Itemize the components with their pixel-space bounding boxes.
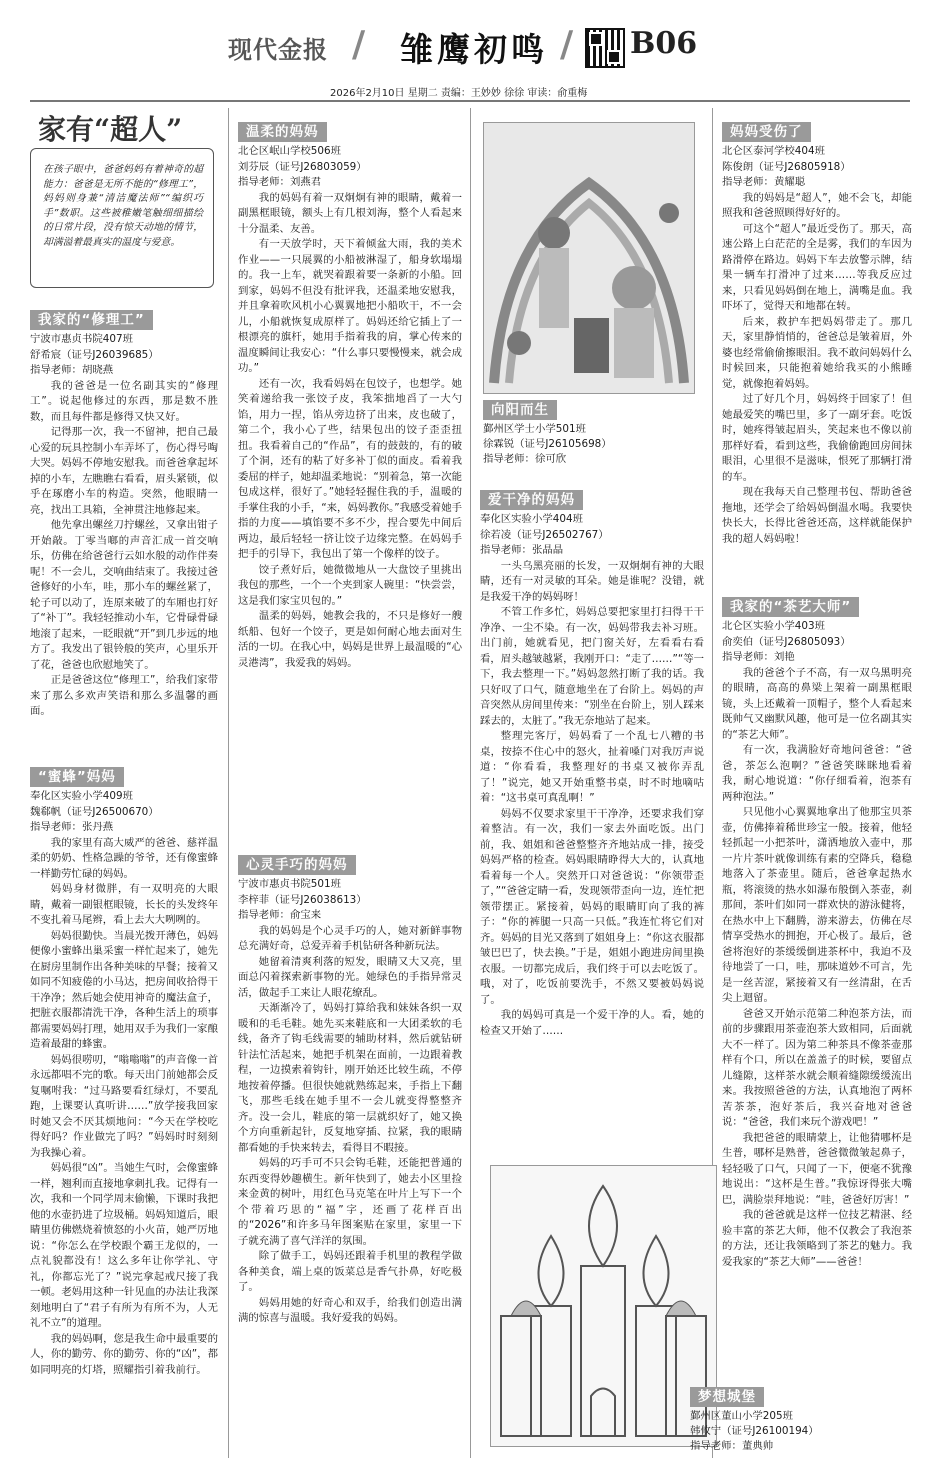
artwork-school: 鄞州区董山小学205班 [690,1410,793,1422]
article-paragraph: 过了好几个月，妈妈终于回家了！但她最爱笑的嘴巴里，多了一副牙套。吃饭时，她疼得皱起眉头，笑起来也不像以前那样好看，看到这些，我偷偷跑回房间抹眼泪，心里很不是滋味，恨死了那辆打滑的车。 [722,393,912,483]
article-school: 宁波市惠贞书院407班 [30,333,133,345]
article-tea-master [722,595,912,1458]
article-paragraph: 妈妈用她的好奇心和双手，给我们创造出满满的惊喜与温暖。我好爱我的妈妈。 [238,1296,462,1324]
article-paragraph: 我的爸爸是一位名副其实的“修理工”。说起他修过的东西，那是数不胜数，而且每件都是修得又快又好。 [30,379,218,423]
article-paragraph: 妈妈身材微胖，有一双明亮的大眼睛，戴着一副银框眼镜，长长的头发终年不变扎着马尾辫，看上去大大咧咧的。 [30,883,218,926]
page-number: B06 [630,26,698,61]
masthead-brand: 现代金报 [228,35,328,64]
artwork-title: 向阳而生 [483,400,557,420]
article-teacher: 指导老师：刘艳 [722,651,795,663]
masthead-divider: / [352,24,366,65]
article-mom-injured [722,120,912,590]
article-title: 妈妈受伤了 [722,122,811,142]
article-author: 魏郗帆（证号J26500670） [30,805,159,818]
article-title: 我家的“修理工” [30,310,153,330]
column-divider [470,108,471,1458]
article-school: 北仑区实验小学403班 [722,620,825,632]
article-title: 心灵手巧的妈妈 [238,855,356,875]
article-paragraph: 妈妈很“凶”。当她生气时，会像蜜蜂一样，翘利而直接地拿刺扎我。记得有一次，我和一个同学周末偷懒，下课时我把他的水壶扔进了垃圾桶。妈妈知道后，眼睛里仿佛燃烧着愤怒的小火苗，她严厉地说：“你怎么在学校跟个霸王龙似的，一点礼貌都没有！这么多年让你学礼、守礼，你都忘光了？”说完拿起戒尺接了我一顿。老妈用这种一针见血的办法让我深刻地明白了“君子有所为有所不为，人无礼不立”的道理。 [30,1162,218,1329]
article-paragraph: 我把爸爸的眼睛蒙上，让他猜哪杯是生普，哪杯是熟普，爸爸微微皱起鼻子，轻轻吸了口气，只闻了一下，便毫不犹豫地说出：“这杯是生普。”我惊讶得张大嘴巴，满脸崇拜地说：“哇，爸爸好厉害！” [722,1131,912,1206]
article-paragraph: 一头乌黑亮丽的长发，一双炯炯有神的大眼睛，还有一对灵敏的耳朵。她是谁呢？没错，就是我爱干净的妈妈呀！ [480,559,704,603]
article-gentle-mom [238,120,462,840]
article-paragraph: 妈妈很勤快。当晨光拨开薄色，妈妈便像小蜜蜂出巢采蜜一样忙起来了，她先在厨房里制作出各种美味的早餐；接着又如同不知疲倦的小马达，把房间收拾得干干净净；然后她会使用神奇的魔法盒子，把脏衣服都清洗干净，各种生活上的琐事都需要妈妈打理，她用双手为我们一家酿造着最甜的蜂蜜。 [30,929,218,1050]
article-paragraph: 可这个“超人”最近受伤了。那天，高速公路上白茫茫的全是雾，我们的车因为路滑停在路边。妈妈下车去放警示牌，结果一辆车打滑冲了过来……等我反应过来，只看见妈妈倒在地上，满嘴是血。我吓坏了，觉得天和地都在转。 [722,222,912,312]
article-paragraph: 后来，救护车把妈妈带走了。那几天，家里静悄悄的，爸爸总是皱着眉，外婆也经常偷偷擦眼泪。我不敢问妈妈什么时候回来，只能抱着她给我买的小熊睡觉，就像抱着妈妈。 [722,315,912,390]
article-teacher: 指导老师：黄耀聪 [722,176,806,188]
masthead-divider: / [560,24,574,65]
article-paragraph: 不管工作多忙，妈妈总要把家里打扫得干干净净、一尘不染。有一次，妈妈带我去补习班。出门前，她就看见，把门窗关好，左看看右看看，眉头越皱越紧，我刚开口：“走了……”“等一下，我去整理一下。”妈妈忽然打断了我的话。我只好叹了口气，随意地坐在了台阶上。妈妈的声音突然从房间里传来：“别坐在台阶上，别人踩来踩去的，太脏了。”我无奈地站了起来。 [480,606,704,727]
article-paragraph: 我的妈妈是个心灵手巧的人，她对新鲜事物总充满好奇，总爱弄着手机钻研各种新玩法。 [238,924,462,952]
article-school: 北仑区岷山学校506班 [238,145,341,157]
feature-intro [30,108,215,288]
article-title: 我家的“茶艺大师” [722,597,859,617]
article-paragraph: 整理完客厅，妈妈看了一个乱七八糟的书桌，按捺不住心中的怒火，扯着嗓门对我厉声说道：“你看看，我整理好的书桌又被你弄乱了！”说完，她又开始重整书桌，时不时地嘀咕着：“这书桌可真乱啊！” [480,730,704,804]
article-paragraph: 我的妈妈可真是一个爱干净的人。看，她的检查又开始了…… [480,1009,704,1037]
feature-box [30,148,214,288]
article-paragraph: 正是爸爸这位“修理工”，给我们家带来了那么多欢声笑语和那么多温馨的画面。 [30,674,218,717]
article-author: 刘芬辰（证号J26803059） [238,160,367,173]
article-title: “蜜蜂”妈妈 [30,767,124,787]
article-paragraph: 我的爸爸就是这样一位技艺精湛、经验丰富的茶艺大师，他不仅教会了我泡茶的方法，还让我领略到了茶艺的魅力。我爱我家的“茶艺大师”——爸爸！ [722,1209,912,1268]
article-paragraph: 温柔的妈妈，她教会我的，不只是修好一艘纸船、包好一个饺子，更是如何耐心地去面对生活的一切。在我心中，妈妈是世界上最温暖的“心灵港湾”，我爱我的妈妈。 [238,610,462,669]
article-paragraph: 我的妈妈有着一双炯炯有神的眼睛，戴着一副黑框眼镜，额头上有几根刘海，整个人看起来十分温柔、友善。 [238,191,462,235]
article-bee-mom [30,765,218,1460]
artwork-title: 梦想城堡 [690,1387,764,1407]
article-paragraph: 有一次，我满脸好奇地问爸爸：“爸爸，茶怎么泡啊？”爸爸笑眯眯地看着我，耐心地说道：“你仔细看着，泡茶有两种泡法。” [722,744,912,803]
article-teacher: 指导老师：张晶晶 [480,544,564,556]
artwork-author: 徐霖锐（证号J26105698） [483,438,612,450]
article-school: 奉化区实验小学409班 [30,790,133,802]
article-author: 俞奕伯（证号J26805093） [722,635,851,648]
article-school: 奉化区实验小学404班 [480,513,583,525]
article-teacher: 指导老师：刘燕君 [238,176,322,188]
artwork-sunflower-image [483,122,695,394]
article-paragraph: 妈妈很唠叨，“嗡嗡嗡”的声音像一首永远都唱不完的歌。每天出门前她都会反复嘱咐我：“过马路要看红绿灯，不要乱跑，上课要认真听讲……”放学接我回家时她又会不厌其烦地问：“今天在学校吃得好吗？作业做完了吗？”妈妈时时刻刻为我操心着。 [30,1053,218,1159]
article-paragraph: 妈妈的巧手可不只会钩毛鞋，还能把普通的东西变得妙趣横生。新年快到了，她去小区里捡来金黄的树叶，用红色马克笔在叶片上写下一个个带着巧思的“福”字，还画了花样百出的“2026”和许多马年图案贴在家里，家里一下子就充满了喜气洋洋的氛围。 [238,1157,462,1247]
article-author: 陈俊朗（证号J26805918） [722,160,851,173]
article-paragraph: 她留着清爽利落的短发，眼睛又大又亮，里面总闪着探索新事物的光。她绿色的手指异常灵活，做起手工来让人眼花缭乱。 [238,955,462,999]
artwork-teacher: 指导老师：董典帅 [690,1440,774,1452]
article-paragraph: 现在我每天自己整理书包、帮助爸爸拖地，还学会了给妈妈倒温水喝。我要快快长大，长得比爸爸还高，这样就能保护我的超人妈妈啦！ [722,486,912,545]
artwork-author: 韩攸宁（证号J26100194） [690,1425,819,1437]
feature-title: 家有“超人” [38,113,183,146]
header-rule [30,100,910,102]
sunflower-drawing-icon [484,123,694,393]
column-divider [228,108,229,1458]
article-paragraph: 有一天放学时，天下着倾盆大雨，我的美术作业——一只展翼的小船被淋湿了，船身软塌塌的。我一上车，就哭着跟着要一条新的小船。回到家，妈妈不但没有批评我，还温柔地安慰我，并且拿着吹风机小心翼翼地把小船吹干，不一会儿，小船就恢复成原样了。妈妈还给它插上了一根漂亮的旗杆，她用手指着我的肩，掌心传来的温度瞬间让我安心：“什么事只要慢慢来，就会成功。” [238,238,462,374]
qr-code-icon[interactable] [585,28,625,68]
article-school: 宁波市惠贞书院501班 [238,878,341,890]
artwork-teacher: 指导老师：徐可欣 [483,453,567,465]
artwork-castle-image [490,1165,717,1447]
article-teacher: 指导老师：俞宝来 [238,909,322,921]
article-author: 李梓菲（证号J26038613） [238,893,367,906]
article-title: 温柔的妈妈 [238,122,327,142]
artwork-sunflower-caption [483,398,703,467]
article-school: 北仑区泰河学校404班 [722,145,825,157]
article-paragraph: 他先拿出螺丝刀拧螺丝，又拿出钳子开始敲。丁零当啷的声音汇成一首交响乐，仿佛在给爸爸行云如水般的动作伴奏呢！不一会儿，交响曲结束了。我接过爸爸修好的小车，哇，那小车的螺丝紧了，轮子可以动了，连原来破了的车厢也打好了“补丁”。我轻轻推动小车，它骨碌骨碌地滚了起来，一眨眼就“开”到几步远的地方了。我发出了银铃般的笑声，心里乐开了花，爸爸也欣慰地笑了。 [30,519,218,671]
masthead-title: 雏鹰初鸣 [400,30,548,69]
article-paragraph: 还有一次，我看妈妈在包饺子，也想学。她笑着递给我一张饺子皮，我笨拙地舀了一大勺馅，用力一捏，馅从旁边挤了出来，皮也破了，第二个，我小心了些，结果包出的饺子歪歪扭扭。我看着自己的“作品”，有的鼓鼓的，有的破了个洞，还有的粘了好多补丁似的面皮。看着我委屈的样子，她却温柔地说：“别着急，第一次能包成这样，很好了。”她轻轻握住我的手，温暖的手掌住我的小手，“来，妈妈教你。”我感受着她手指的力度——填馅要不多不少，捏合要先中间后两边，最后轻轻一挤让饺子边缘完整。在妈妈手把手的引导下，我包出了第一个像样的饺子。 [238,377,462,560]
article-paragraph: 记得那一次，我一不留神，把自己最心爱的玩具控制小车弄坏了，伤心得号啕大哭。妈妈不停地安慰我。而爸爸拿起坏掉的小车，左瞧瞧右看看，眉头紧锁，似乎在琢磨小车的构造。突然，他眼睛一亮，找出工具箱，全神贯注地修起来。 [30,426,218,516]
castle-drawing-icon [491,1166,716,1446]
artwork-castle-caption [690,1385,910,1454]
article-paragraph: 天渐渐冷了，妈妈打算给我和妹妹各织一双暖和的毛毛鞋。她先买来鞋底和一大团柔软的毛线，备齐了钩毛线需要的辅助材料，然后就钻研针法忙活起来，她把手机架在面前，一边跟着教程，一边摸索着钩针，刚开始还比较生疏，不停地按着停播。但很快她就熟练起来，手指上下翻飞，那些毛线在她手里不一会儿就变得整整齐齐。没一会儿，鞋底的第一层就织好了，她又换个方向重新起针，反复地穿插、拉紧，我的眼睛都看她的手快来转去，看得目不暇接。 [238,1002,462,1154]
article-paragraph: 我的爸爸个子不高，有一双乌黑明亮的眼睛，高高的鼻梁上架着一副黑框眼镜，头上还戴着一顶帽子，整个人看起来既帅气又幽默风趣，他可是一位名副其实的“茶艺大师”。 [722,666,912,741]
article-clean-mom [480,488,704,1037]
article-paragraph: 我的妈妈是“超人”，她不会飞，却能照我和爸爸照顾得好好的。 [722,191,912,219]
article-paragraph: 我的家里有高大威严的爸爸、慈祥温柔的奶奶、性格急躁的爷爷，还有像蜜蜂一样勤劳忙碌的妈妈。 [30,836,218,880]
article-title: 爱干净的妈妈 [480,490,583,510]
article-paragraph: 只见他小心翼翼地拿出了他那宝贝茶壶，仿佛捧着稀世珍宝一般。接着，他轻轻抓起一小把茶叶，潇洒地放入壶中，那一片片茶叶就像训练有素的空降兵，稳稳地落入了茶壶里。随后，爸爸拿起热水瓶，将滚烫的热水如瀑布般倒入茶壶，刹那间，茶叶们如同一群欢快的游泳健将，在热水中上下翻腾，游来游去，仿佛在尽情享受热水的拥抱，开心极了。最后，爸爸将泡好的茶缓缓倒进茶杯中，我迫不及待地尝了一口，哇，那味道妙不可言，先是一丝苦涩，紧接着又有一丝清甜，在舌尖上迴留。 [722,806,912,1004]
article-paragraph: 我的妈妈啊，您是我生命中最重要的人，你的勤劳、你的勤劳、你的“凶”，都如同明亮的灯塔，照耀指引着我前行。 [30,1332,218,1376]
article-teacher: 指导老师：胡晓燕 [30,364,114,376]
article-author: 徐若凌（证号J26502767） [480,528,609,541]
article-paragraph: 爸爸又开始示范第二种泡茶方法，而前的步骤跟用茶壶泡茶大致相同，后面就大不一样了。因为第二种茶具不像茶壶那样有个口，所以在盖盖子的时候，要留点儿缝隙，这样茶水就会顺着缝隙缓缓流出来。我按照爸爸的方法，认真地泡了两杯苦茶茶，泡好茶后，我兴奋地对爸爸说：“爸爸，我们来玩个游戏吧！” [722,1007,912,1128]
article-paragraph: 饺子煮好后，她微微地从一大盘饺子里挑出我包的那些，一个一个夹到家人碗里：“快尝尝，这是我们家宝贝包的。” [238,563,462,607]
dateline: 2026年2月10日 星期二 责编：王妙妙 徐徐 审读：俞重梅 [330,88,588,99]
article-author: 舒希宸（证号J26039685） [30,348,159,361]
article-paragraph: 除了做手工，妈妈还跟着手机里的教程学做各种美食，端上桌的饭菜总是香气扑鼻，好吃极了。 [238,1250,462,1293]
feature-text: 在孩子眼中，爸爸妈妈有着神奇的超能力：爸爸是无所不能的“修理工”，妈妈则身兼“清洁魔法师”“编织巧手”数职。这些被稚嫩笔触细细描绘的日常片段，没有惊天动地的情节，却满溢着最真实的温度与爱意。 [43,164,203,248]
article-handy-mom [238,853,462,1458]
article-paragraph: 妈妈不仅要求家里干干净净，还要求我们穿着整洁。有一次，我们一家去外面吃饭。出门前，我、姐姐和爸爸整整齐齐地站成一排，接受妈妈严格的检查。妈妈眼睛睁得大大的，认真地看着每一个人。突然开口对爸爸说：“你领带歪了，”“爸爸定睛一看，发现领带歪向一边，连忙把领带摆正。紧接着，妈妈的眼睛盯向了我的裤子：“你的裤腿一只高一只低。”我连忙将它们对齐。妈妈的目光又落到了姐姐身上：“你这衣服都皱巴巴了，快去换。”于是，姐姐小跑进房间里换衣服。一切都完成后，我们终于可以去吃饭了。哦，对了，吃饭前要洗手，不然又要被妈妈说了。 [480,807,704,1006]
article-teacher: 指导老师：张丹燕 [30,821,114,833]
article-repairman [30,308,218,758]
artwork-school: 鄞州区学士小学501班 [483,423,586,435]
